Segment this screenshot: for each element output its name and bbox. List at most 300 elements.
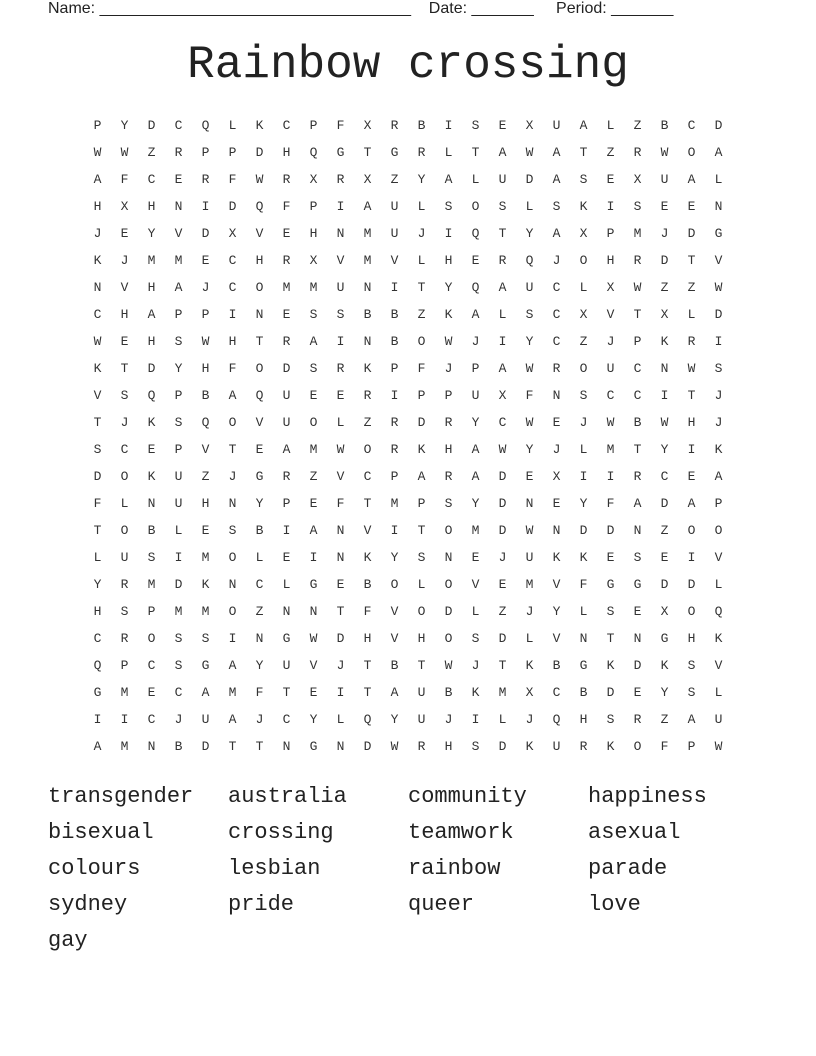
- grid-row: [84, 625, 732, 652]
- grid-letter: S: [174, 631, 183, 646]
- grid-letter: Z: [309, 469, 318, 484]
- grid-letter: J: [336, 658, 345, 673]
- grid-letter: S: [498, 199, 507, 214]
- grid-letter: N: [228, 496, 237, 511]
- word-bank-item: bisexual: [48, 820, 154, 845]
- grid-letter: F: [228, 172, 237, 187]
- grid-letter: E: [525, 469, 534, 484]
- grid-letter: P: [228, 145, 237, 160]
- grid-letter: U: [282, 415, 291, 430]
- grid-letter: K: [525, 739, 534, 754]
- grid-letter: T: [336, 604, 345, 619]
- grid-letter: H: [417, 631, 426, 646]
- grid-letter: S: [579, 172, 588, 187]
- grid-letter: W: [525, 523, 534, 538]
- grid-letter: S: [633, 199, 642, 214]
- grid-letter: D: [687, 226, 696, 241]
- grid-letter: N: [525, 496, 534, 511]
- grid-letter: U: [714, 712, 723, 727]
- grid-row: [84, 571, 732, 598]
- grid-letter: A: [93, 739, 102, 754]
- grid-letter: E: [633, 685, 642, 700]
- grid-letter: Q: [525, 253, 534, 268]
- grid-letter: W: [93, 334, 102, 349]
- grid-letter: A: [309, 523, 318, 538]
- grid-letter: G: [93, 685, 102, 700]
- grid-letter: I: [606, 469, 615, 484]
- grid-letter: L: [120, 496, 129, 511]
- grid-letter: J: [552, 253, 561, 268]
- grid-letter: N: [633, 523, 642, 538]
- grid-letter: L: [498, 712, 507, 727]
- grid-letter: J: [201, 280, 210, 295]
- grid-letter: A: [471, 469, 480, 484]
- grid-row: [84, 463, 732, 490]
- grid-letter: P: [444, 388, 453, 403]
- grid-letter: P: [174, 388, 183, 403]
- grid-letter: R: [444, 469, 453, 484]
- grid-letter: A: [714, 469, 723, 484]
- grid-letter: U: [174, 469, 183, 484]
- grid-letter: O: [579, 253, 588, 268]
- grid-letter: N: [552, 388, 561, 403]
- grid-letter: T: [228, 442, 237, 457]
- grid-letter: M: [201, 604, 210, 619]
- grid-letter: N: [93, 280, 102, 295]
- grid-letter: O: [228, 550, 237, 565]
- grid-letter: C: [606, 388, 615, 403]
- grid-letter: F: [228, 361, 237, 376]
- grid-letter: R: [174, 145, 183, 160]
- grid-letter: E: [174, 172, 183, 187]
- grid-letter: B: [633, 415, 642, 430]
- grid-letter: J: [552, 442, 561, 457]
- grid-letter: E: [336, 388, 345, 403]
- grid-letter: J: [255, 712, 264, 727]
- grid-letter: Z: [201, 469, 210, 484]
- grid-letter: C: [147, 712, 156, 727]
- grid-letter: K: [147, 469, 156, 484]
- grid-letter: O: [633, 739, 642, 754]
- grid-letter: I: [498, 334, 507, 349]
- grid-letter: D: [714, 118, 723, 133]
- grid-letter: A: [498, 361, 507, 376]
- grid-letter: H: [228, 334, 237, 349]
- grid-letter: G: [255, 469, 264, 484]
- grid-letter: A: [714, 145, 723, 160]
- grid-letter: H: [606, 253, 615, 268]
- grid-letter: M: [309, 280, 318, 295]
- grid-letter: J: [93, 226, 102, 241]
- grid-letter: K: [525, 658, 534, 673]
- grid-letter: S: [606, 712, 615, 727]
- grid-letter: S: [201, 631, 210, 646]
- grid-letter: S: [633, 550, 642, 565]
- grid-letter: Y: [660, 442, 669, 457]
- grid-letter: W: [660, 145, 669, 160]
- grid-letter: K: [93, 361, 102, 376]
- grid-letter: Z: [660, 712, 669, 727]
- grid-letter: W: [444, 658, 453, 673]
- grid-letter: N: [147, 739, 156, 754]
- grid-row: [84, 166, 732, 193]
- grid-letter: V: [336, 469, 345, 484]
- grid-letter: U: [552, 739, 561, 754]
- word-bank-item: teamwork: [408, 820, 514, 845]
- grid-letter: A: [579, 118, 588, 133]
- grid-letter: P: [471, 361, 480, 376]
- grid-letter: A: [228, 712, 237, 727]
- grid-letter: J: [606, 334, 615, 349]
- grid-letter: J: [471, 334, 480, 349]
- grid-letter: F: [579, 577, 588, 592]
- grid-letter: A: [93, 172, 102, 187]
- grid-letter: P: [633, 334, 642, 349]
- grid-letter: D: [687, 577, 696, 592]
- grid-letter: L: [606, 118, 615, 133]
- grid-letter: K: [471, 685, 480, 700]
- grid-letter: O: [147, 631, 156, 646]
- grid-letter: Y: [390, 550, 399, 565]
- grid-letter: E: [498, 577, 507, 592]
- grid-letter: R: [282, 172, 291, 187]
- grid-letter: E: [120, 226, 129, 241]
- grid-letter: H: [201, 361, 210, 376]
- grid-letter: C: [147, 658, 156, 673]
- grid-letter: G: [714, 226, 723, 241]
- grid-letter: V: [714, 550, 723, 565]
- grid-letter: O: [579, 361, 588, 376]
- grid-letter: L: [714, 577, 723, 592]
- grid-letter: E: [552, 496, 561, 511]
- grid-letter: Q: [363, 712, 372, 727]
- grid-letter: I: [687, 442, 696, 457]
- grid-letter: O: [417, 334, 426, 349]
- grid-letter: L: [93, 550, 102, 565]
- grid-letter: C: [363, 469, 372, 484]
- grid-letter: D: [525, 172, 534, 187]
- grid-letter: E: [660, 199, 669, 214]
- word-bank-item: rainbow: [408, 856, 501, 881]
- grid-letter: O: [120, 469, 129, 484]
- grid-letter: E: [147, 442, 156, 457]
- grid-letter: P: [93, 118, 102, 133]
- grid-letter: H: [309, 226, 318, 241]
- grid-letter: J: [660, 226, 669, 241]
- grid-letter: K: [579, 550, 588, 565]
- grid-letter: J: [714, 388, 723, 403]
- word-bank-item: asexual: [588, 820, 681, 845]
- grid-letter: A: [471, 307, 480, 322]
- grid-letter: G: [390, 145, 399, 160]
- grid-letter: A: [147, 307, 156, 322]
- grid-letter: Q: [201, 415, 210, 430]
- grid-letter: Y: [120, 118, 129, 133]
- grid-row: [84, 220, 732, 247]
- grid-letter: H: [93, 199, 102, 214]
- grid-letter: P: [687, 739, 696, 754]
- grid-row: [84, 139, 732, 166]
- grid-letter: E: [201, 523, 210, 538]
- grid-letter: F: [417, 361, 426, 376]
- grid-letter: O: [120, 523, 129, 538]
- grid-letter: J: [525, 604, 534, 619]
- grid-letter: T: [255, 739, 264, 754]
- grid-letter: D: [660, 577, 669, 592]
- grid-letter: R: [390, 442, 399, 457]
- grid-letter: S: [93, 442, 102, 457]
- grid-letter: B: [255, 523, 264, 538]
- grid-letter: T: [417, 280, 426, 295]
- grid-letter: C: [282, 712, 291, 727]
- grid-letter: V: [714, 253, 723, 268]
- grid-letter: S: [552, 199, 561, 214]
- grid-letter: D: [282, 361, 291, 376]
- grid-letter: Y: [525, 442, 534, 457]
- grid-letter: G: [633, 577, 642, 592]
- grid-letter: W: [255, 172, 264, 187]
- grid-letter: C: [282, 118, 291, 133]
- grid-letter: S: [174, 658, 183, 673]
- grid-letter: N: [174, 199, 183, 214]
- grid-row: [84, 247, 732, 274]
- grid-letter: W: [525, 415, 534, 430]
- grid-letter: Y: [417, 172, 426, 187]
- grid-letter: X: [309, 253, 318, 268]
- grid-letter: R: [282, 469, 291, 484]
- grid-letter: N: [714, 199, 723, 214]
- grid-letter: O: [471, 199, 480, 214]
- grid-letter: R: [417, 739, 426, 754]
- grid-letter: J: [120, 253, 129, 268]
- grid-letter: A: [174, 280, 183, 295]
- grid-letter: Z: [633, 118, 642, 133]
- grid-letter: A: [471, 442, 480, 457]
- grid-letter: D: [201, 226, 210, 241]
- grid-letter: I: [471, 712, 480, 727]
- grid-letter: S: [687, 685, 696, 700]
- grid-letter: O: [390, 577, 399, 592]
- grid-letter: B: [390, 334, 399, 349]
- grid-row: [84, 409, 732, 436]
- grid-letter: U: [552, 118, 561, 133]
- grid-letter: C: [633, 388, 642, 403]
- grid-letter: W: [93, 145, 102, 160]
- grid-letter: Q: [471, 280, 480, 295]
- grid-letter: E: [660, 550, 669, 565]
- grid-letter: J: [525, 712, 534, 727]
- grid-letter: S: [444, 199, 453, 214]
- grid-letter: M: [606, 442, 615, 457]
- grid-letter: N: [363, 280, 372, 295]
- grid-letter: W: [660, 415, 669, 430]
- grid-letter: H: [120, 307, 129, 322]
- grid-letter: Y: [471, 496, 480, 511]
- grid-letter: M: [228, 685, 237, 700]
- grid-letter: N: [444, 550, 453, 565]
- grid-letter: N: [228, 577, 237, 592]
- grid-letter: C: [552, 685, 561, 700]
- grid-row: [84, 544, 732, 571]
- grid-letter: N: [147, 496, 156, 511]
- grid-letter: U: [525, 550, 534, 565]
- grid-row: [84, 679, 732, 706]
- grid-letter: Q: [255, 388, 264, 403]
- grid-letter: F: [282, 199, 291, 214]
- grid-letter: E: [255, 442, 264, 457]
- grid-letter: Z: [579, 334, 588, 349]
- grid-letter: L: [579, 442, 588, 457]
- grid-letter: J: [498, 550, 507, 565]
- grid-letter: I: [579, 469, 588, 484]
- grid-letter: Q: [309, 145, 318, 160]
- grid-letter: T: [282, 685, 291, 700]
- grid-letter: B: [201, 388, 210, 403]
- grid-letter: E: [336, 577, 345, 592]
- grid-letter: T: [363, 685, 372, 700]
- grid-letter: A: [363, 199, 372, 214]
- grid-letter: O: [687, 523, 696, 538]
- grid-letter: G: [309, 577, 318, 592]
- grid-letter: Z: [390, 172, 399, 187]
- date-field-label: Date: _______: [428, 0, 534, 17]
- grid-letter: J: [120, 415, 129, 430]
- grid-letter: S: [471, 631, 480, 646]
- grid-letter: I: [444, 118, 453, 133]
- grid-letter: N: [309, 604, 318, 619]
- grid-letter: K: [363, 361, 372, 376]
- grid-letter: X: [606, 280, 615, 295]
- grid-letter: E: [471, 550, 480, 565]
- puzzle-title: Rainbow crossing: [187, 39, 629, 91]
- grid-letter: V: [255, 226, 264, 241]
- grid-row: [84, 598, 732, 625]
- grid-letter: R: [336, 361, 345, 376]
- grid-letter: X: [309, 172, 318, 187]
- grid-letter: A: [417, 469, 426, 484]
- grid-row: [84, 193, 732, 220]
- grid-letter: V: [552, 631, 561, 646]
- grid-letter: V: [120, 280, 129, 295]
- grid-letter: E: [282, 226, 291, 241]
- grid-row: [84, 328, 732, 355]
- grid-letter: I: [390, 523, 399, 538]
- grid-letter: E: [201, 253, 210, 268]
- grid-letter: L: [417, 253, 426, 268]
- grid-letter: P: [174, 307, 183, 322]
- grid-letter: A: [687, 712, 696, 727]
- word-bank-item: colours: [48, 856, 141, 881]
- grid-letter: E: [282, 307, 291, 322]
- grid-letter: D: [498, 496, 507, 511]
- grid-letter: J: [174, 712, 183, 727]
- grid-letter: L: [714, 172, 723, 187]
- grid-letter: X: [525, 685, 534, 700]
- grid-letter: P: [417, 388, 426, 403]
- grid-letter: H: [201, 496, 210, 511]
- grid-letter: O: [363, 442, 372, 457]
- grid-letter: L: [174, 523, 183, 538]
- grid-letter: O: [309, 415, 318, 430]
- grid-letter: A: [201, 685, 210, 700]
- grid-letter: K: [660, 334, 669, 349]
- grid-letter: S: [120, 604, 129, 619]
- grid-letter: E: [309, 496, 318, 511]
- grid-letter: R: [633, 253, 642, 268]
- grid-letter: J: [417, 226, 426, 241]
- grid-letter: E: [471, 253, 480, 268]
- grid-letter: H: [93, 604, 102, 619]
- grid-letter: L: [579, 280, 588, 295]
- grid-letter: W: [714, 739, 723, 754]
- grid-letter: U: [201, 712, 210, 727]
- grid-letter: Q: [93, 658, 102, 673]
- grid-letter: R: [282, 334, 291, 349]
- grid-letter: X: [633, 172, 642, 187]
- grid-letter: M: [363, 253, 372, 268]
- grid-letter: A: [633, 496, 642, 511]
- grid-letter: E: [687, 199, 696, 214]
- grid-letter: E: [309, 388, 318, 403]
- grid-letter: N: [363, 334, 372, 349]
- grid-letter: J: [228, 469, 237, 484]
- grid-letter: G: [336, 145, 345, 160]
- grid-letter: A: [282, 442, 291, 457]
- grid-row: [84, 490, 732, 517]
- grid-letter: L: [336, 415, 345, 430]
- grid-letter: Z: [363, 415, 372, 430]
- grid-letter: I: [660, 388, 669, 403]
- grid-letter: S: [174, 415, 183, 430]
- grid-letter: T: [93, 415, 102, 430]
- grid-letter: D: [417, 415, 426, 430]
- grid-letter: H: [147, 280, 156, 295]
- grid-letter: X: [579, 226, 588, 241]
- grid-letter: C: [120, 442, 129, 457]
- student-info-header: [48, 0, 673, 18]
- grid-row: [84, 652, 732, 679]
- grid-letter: M: [633, 226, 642, 241]
- grid-letter: C: [687, 118, 696, 133]
- grid-letter: T: [255, 334, 264, 349]
- grid-letter: N: [633, 631, 642, 646]
- grid-letter: R: [633, 469, 642, 484]
- grid-letter: M: [120, 739, 129, 754]
- grid-letter: C: [93, 631, 102, 646]
- grid-letter: O: [255, 361, 264, 376]
- grid-letter: N: [282, 604, 291, 619]
- grid-letter: M: [525, 577, 534, 592]
- grid-letter: C: [498, 415, 507, 430]
- grid-letter: P: [606, 226, 615, 241]
- grid-letter: M: [309, 442, 318, 457]
- word-bank-item: parade: [588, 856, 668, 881]
- grid-letter: N: [336, 550, 345, 565]
- grid-letter: H: [579, 712, 588, 727]
- grid-letter: B: [552, 658, 561, 673]
- grid-letter: I: [336, 685, 345, 700]
- grid-letter: S: [471, 118, 480, 133]
- grid-letter: O: [687, 145, 696, 160]
- grid-letter: C: [228, 280, 237, 295]
- grid-letter: E: [606, 172, 615, 187]
- grid-letter: M: [147, 253, 156, 268]
- grid-letter: P: [174, 442, 183, 457]
- grid-letter: D: [579, 523, 588, 538]
- grid-letter: T: [633, 307, 642, 322]
- grid-letter: P: [714, 496, 723, 511]
- grid-letter: D: [498, 631, 507, 646]
